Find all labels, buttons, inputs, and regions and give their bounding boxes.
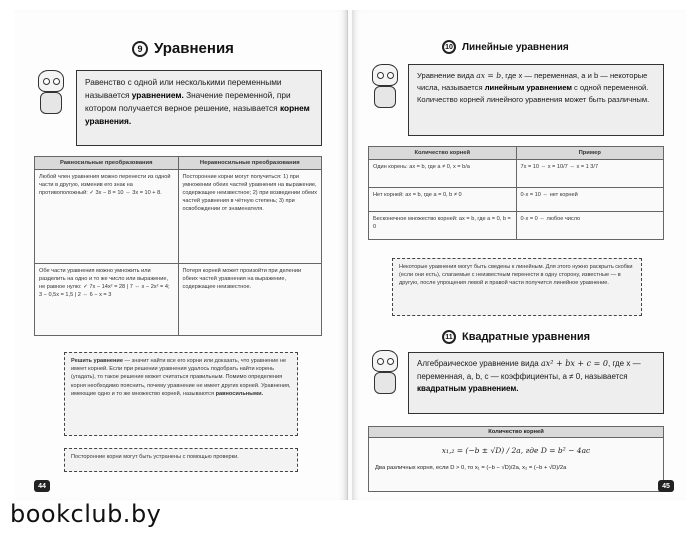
- table-header: Пример: [516, 147, 664, 160]
- table-cell: Посторонние корни могут получиться: 1) при умножении обеих частей уравнения на выражение, содержащее неизвестное; 2) при возведении обеих частей уравнения в чётную степень; 3) при освобождении от знаменателя.: [178, 170, 322, 264]
- table-cell: 0·x = 0 ⇔ любое число: [516, 212, 664, 240]
- two-roots-formula: Два различных корня, если D > 0, то x₁ = (−b − √D)/2a, x₂ = (−b + √D)/2a: [375, 465, 567, 471]
- section-title-quadratic: [442, 330, 590, 344]
- definition-box-equation: Равенство с одной или несколькими переменными называется уравнением. Значение переменной, при котором получается верное решение, называется корнем уравнения.: [76, 70, 322, 146]
- section-title-linear: [442, 40, 569, 54]
- book-spread: [14, 10, 686, 500]
- right-page: [352, 10, 686, 500]
- quadratic-roots-box: [368, 426, 664, 492]
- table-cell: Любой член уравнения можно перенести из одной части в другую, изменив его знак на противоположный: ✓ 3x − 8 = 10 ⇔ 3x = 10 + 8.: [35, 170, 179, 264]
- table-cell: Потеря корней может произойти при делении обеих частей уравнения на выражение, содержащее неизвестное.: [178, 264, 322, 336]
- page-number: 45: [658, 480, 674, 492]
- roots-box-header: Количество корней: [369, 427, 663, 438]
- definition-box-quadratic: Алгебраическое уравнение вида ax² + bx + c = 0, где x — переменная, a, b, c — коэффициенты, a ≠ 0, называется квадратным уравнением.: [408, 352, 664, 414]
- extraneous-roots-note: Посторонние корни могут быть устранены с помощью проверки.: [64, 448, 298, 472]
- table-cell: Нет корней: ax = b, где a = 0, b ≠ 0: [369, 188, 517, 212]
- transformations-table: [34, 156, 322, 336]
- section-number-badge: 11: [442, 330, 456, 344]
- section-title-equations: [132, 40, 234, 57]
- section-number-badge: 9: [132, 41, 148, 57]
- section-title-text: Квадратные уравнения: [462, 331, 591, 343]
- table-header: Равносильные преобразования: [35, 157, 179, 170]
- owl-mascot-icon: [368, 350, 402, 396]
- owl-mascot-icon: [368, 64, 402, 110]
- table-header: Количество корней: [369, 147, 517, 160]
- table-cell: 7x = 10 ⇔ x = 10/7 ⇔ x = 1 3/7: [516, 160, 664, 188]
- table-cell: Обе части уравнения можно умножить или разделить на одно и то же число или выражение, не равное нулю: ✓ 7x − 14x² = 28 | 7 ⇔ x − 2x² = 4; 3 − 0,5x = 1,5 | 2 ⇔ 6 − x = 3: [35, 264, 179, 336]
- watermark-logo: bookclub.by: [10, 500, 162, 528]
- section-number-badge: 10: [442, 40, 456, 54]
- table-cell: Один корень: ax = b, где a ≠ 0, x = b/a: [369, 160, 517, 188]
- definition-box-linear: Уравнение вида ax = b, где x — переменная, a и b — некоторые числа, называется линейным уравнением с одной переменной. Количество корней линейного уравнения может быть различным.: [408, 64, 664, 136]
- page-number: 44: [34, 480, 50, 492]
- reducible-equations-note: Некоторые уравнения могут быть сведены к линейным. Для этого нужно раскрыть скобки (если они есть), слагаемые с неизвестным перенести в одну сторону, известные — в другую, после упрощения левой и правой части получится линейное уравнение.: [392, 258, 642, 316]
- left-page: [14, 10, 348, 500]
- section-title-text: Линейные уравнения: [462, 41, 569, 53]
- discriminant-formula: x₁,₂ = (−b ± √D) / 2a, где D = b² − 4ac: [441, 446, 591, 455]
- solve-equation-note: Решить уравнение — значит найти все его корни или доказать, что уравнение не имеет корней. Если при решении уравнения удалось подобрать найти корень (угадать), то такое решение может считаться правильным. Помимо определения корня необходимо пояснить, почему уравнение не имеет других корней. Уравнения, имеющие одно и то же множество корней, называются равносильными.: [64, 352, 298, 436]
- section-title-text: Уравнения: [154, 40, 234, 57]
- linear-roots-table: [368, 146, 664, 240]
- table-cell: Бесконечное множество корней: ax = b, где a = 0, b = 0: [369, 212, 517, 240]
- owl-mascot-icon: [34, 70, 68, 116]
- table-header: Неравносильные преобразования: [178, 157, 322, 170]
- table-cell: 0·x = 10 ⇔ нет корней: [516, 188, 664, 212]
